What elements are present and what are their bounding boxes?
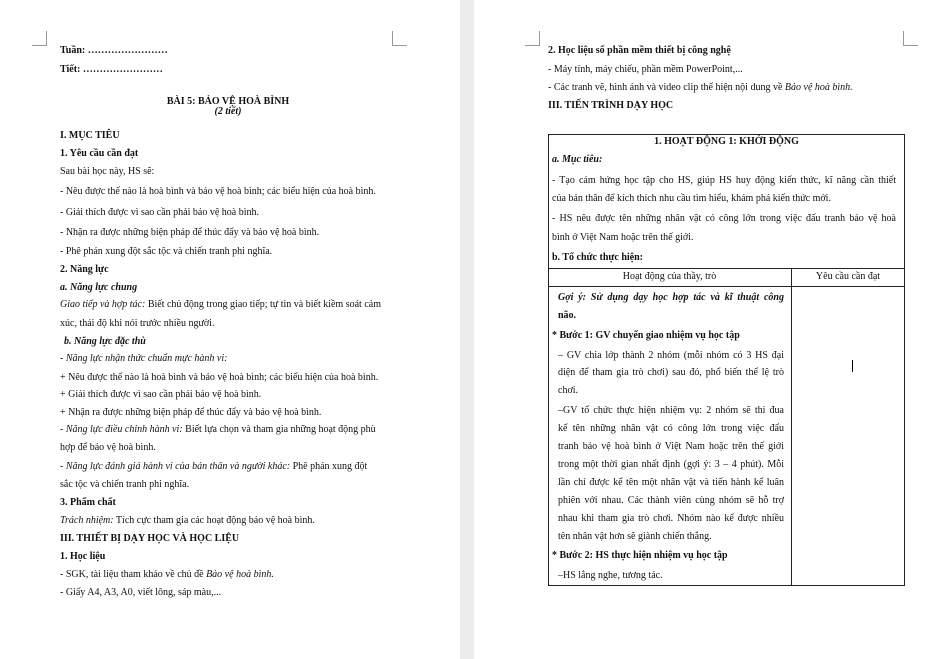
list-item bbox=[60, 424, 376, 436]
paragraph bbox=[558, 292, 784, 304]
paragraph: - HS nêu được tên những nhân vật có công lớn trong việc đấu tranh bảo vệ hoà bbox=[552, 213, 896, 224]
paragraph: nhau khi tham gia trò chơi. Nhóm nào kể được nhiều bbox=[558, 513, 784, 524]
paragraph: –HS lắng nghe, tương tác. bbox=[558, 570, 663, 581]
list-item bbox=[60, 569, 274, 581]
list-item bbox=[548, 82, 853, 94]
list-item bbox=[60, 461, 367, 473]
paragraph: diện để tham gia trò chơi) sau đó, phổ biến thể lệ trò bbox=[558, 367, 784, 378]
section-heading: III. TIẾN TRÌNH DẠY HỌC bbox=[548, 100, 674, 111]
paragraph: xúc, thái độ khi nói trước nhiều người. bbox=[60, 318, 215, 329]
text-cursor[interactable] bbox=[852, 360, 853, 372]
inline-label: - Năng lực điều chỉnh hành vi: bbox=[60, 424, 183, 435]
week-line: Tuần: …………………… bbox=[60, 45, 168, 56]
lesson-title: BÀI 5: BẢO VỆ HOÀ BÌNH bbox=[166, 96, 290, 107]
paragraph: lần chỉ được kể tên một nhân vật và tiến hành kể luân bbox=[558, 477, 784, 488]
paragraph: não. bbox=[558, 310, 577, 321]
list-item: + Nhận ra được những biện pháp để thúc đẩy và bảo vệ hoà bình. bbox=[60, 407, 322, 418]
subsection-heading bbox=[552, 154, 602, 166]
subsection-heading: 2. Học liệu số phần mềm thiết bị công nghệ bbox=[548, 45, 731, 56]
column-header: Hoạt động của thầy, trò bbox=[622, 271, 717, 282]
period-line: Tiết: …………………… bbox=[60, 64, 163, 75]
crop-mark bbox=[525, 31, 540, 46]
inline-italic: Bảo vệ hoà bình. bbox=[784, 82, 853, 93]
step-heading: * Bước 2: HS thực hiện nhiệm vụ học tập bbox=[552, 550, 728, 561]
crop-mark bbox=[32, 31, 47, 46]
inline-text: Tích cực tham gia các hoạt động bảo vệ hoà bình. bbox=[113, 515, 315, 526]
inline-label: Giao tiếp và hợp tác: bbox=[60, 299, 146, 310]
inline-text: Phê phán xung đột bbox=[290, 461, 368, 472]
subsection-heading: b. Năng lực đặc thù bbox=[64, 336, 146, 347]
lesson-subtitle: (2 tiết) bbox=[214, 106, 242, 117]
step-heading: * Bước 1: GV chuyển giao nhiệm vụ học tập bbox=[552, 330, 740, 341]
paragraph: chơi. bbox=[558, 385, 579, 396]
list-item: - Năng lực nhận thức chuẩn mực hành vi: bbox=[60, 353, 228, 364]
paragraph: sắc tộc và chiến tranh phi nghĩa. bbox=[60, 479, 190, 490]
subsection-heading: 2. Năng lực bbox=[60, 264, 109, 275]
inline-text: Biết chủ động trong giao tiếp; tự tin và biết kiềm soát cảm bbox=[145, 299, 381, 310]
subsection-heading: 1. Học liệu bbox=[60, 551, 106, 562]
subsection-heading: 1. Yêu cầu cần đạt bbox=[60, 148, 139, 159]
paragraph: –GV tổ chức thực hiện nhiệm vụ: 2 nhóm sẽ thi đua bbox=[558, 405, 784, 416]
table-divider bbox=[548, 286, 905, 287]
list-item: + Giải thích được vì sao cần phải bảo vệ hoà bình. bbox=[60, 389, 262, 400]
subsection-heading: 3. Phẩm chất bbox=[60, 497, 116, 508]
paragraph: tên nhân vật hơn sẽ giành chiến thắng. bbox=[558, 531, 712, 542]
paragraph bbox=[60, 515, 315, 527]
inline-label: - Năng lực đánh giá hành vi của bản thân và người khác: bbox=[60, 461, 291, 472]
section-heading: I. MỤC TIÊU bbox=[60, 130, 120, 141]
inline-text: Biết lựa chọn và tham gia những hoạt động phù bbox=[182, 424, 376, 435]
inline-text: - SGK, tài liệu tham khảo về chủ đề bbox=[60, 569, 207, 580]
subsection-heading: a. Năng lực chung bbox=[60, 282, 138, 293]
list-item: + Nêu được thế nào là hoà bình và bảo vệ hoà bình; các biểu hiện của hoà bình. bbox=[60, 372, 379, 383]
column-header: Yêu cầu cần đạt bbox=[815, 271, 881, 282]
section-heading: III. THIẾT BỊ DẠY HỌC VÀ HỌC LIỆU bbox=[60, 533, 240, 544]
inline-text: Gợi ý: Sử dụng dạy học hợp tác và kĩ thuật công bbox=[558, 292, 784, 303]
paragraph: kể tên những nhân vật có công lớn trong việc đấu bbox=[558, 423, 784, 434]
list-item: - Giải thích được vì sao cần phải bảo vệ hoà bình. bbox=[60, 207, 259, 218]
table-divider bbox=[548, 268, 905, 269]
inline-italic: Bảo vệ hoà bình. bbox=[206, 569, 274, 580]
paragraph: phiên với nhau. Các thành viên cùng nhóm sẽ hỗ trợ bbox=[558, 495, 784, 506]
paragraph: hợp để bảo vệ hoà bình. bbox=[60, 442, 156, 453]
inline-text: - Các tranh vẽ, hình ảnh và video clip thể hiện nội dung về bbox=[548, 82, 785, 93]
list-item: - Máy tính, máy chiếu, phần mềm PowerPoint,... bbox=[548, 64, 743, 75]
paragraph: - Tạo cảm hứng học tập cho HS, giúp HS huy động kiến thức, kĩ năng cần thiết bbox=[552, 175, 896, 186]
crop-mark bbox=[903, 31, 918, 46]
list-item: - Nhận ra được những biện pháp để thúc đẩy và bảo vệ hoà bình. bbox=[60, 227, 320, 238]
list-item: - Nêu được thế nào là hoà bình và bảo vệ hoà bình; các biểu hiện của hoà bình. bbox=[60, 186, 376, 197]
paragraph bbox=[60, 299, 381, 311]
activity-heading: 1. HOẠT ĐỘNG 1: KHỞI ĐỘNG bbox=[654, 136, 799, 147]
paragraph: tranh bảo vệ hoà bình ở Việt Nam hoặc trên thế giới bbox=[558, 441, 784, 452]
crop-mark bbox=[392, 31, 407, 46]
paragraph: trong một thời gian nhất định (gợi ý: 3 – 4 phút). Mỗi bbox=[558, 459, 784, 470]
inline-label: a. Mục tiêu: bbox=[552, 154, 603, 165]
paragraph: – GV chia lớp thành 2 nhóm (mỗi nhóm có 3 HS đại bbox=[558, 350, 784, 361]
table-divider bbox=[791, 268, 792, 586]
inline-label: Trách nhiệm: bbox=[60, 515, 114, 526]
list-item: - Phê phán xung đột sắc tộc và chiến tranh phi nghĩa. bbox=[60, 246, 273, 257]
paragraph: bình ở Việt Nam hoặc trên thế giới. bbox=[552, 232, 694, 243]
list-item: - Giấy A4, A3, A0, viết lông, sáp màu,... bbox=[60, 587, 222, 598]
paragraph: của bản thân để kích thích nhu cầu tìm hiểu, khám phá kiến thức mới. bbox=[552, 193, 831, 204]
subsection-heading: b. Tổ chức thực hiện: bbox=[552, 252, 643, 263]
paragraph: Sau bài học này, HS sẽ: bbox=[60, 166, 155, 177]
